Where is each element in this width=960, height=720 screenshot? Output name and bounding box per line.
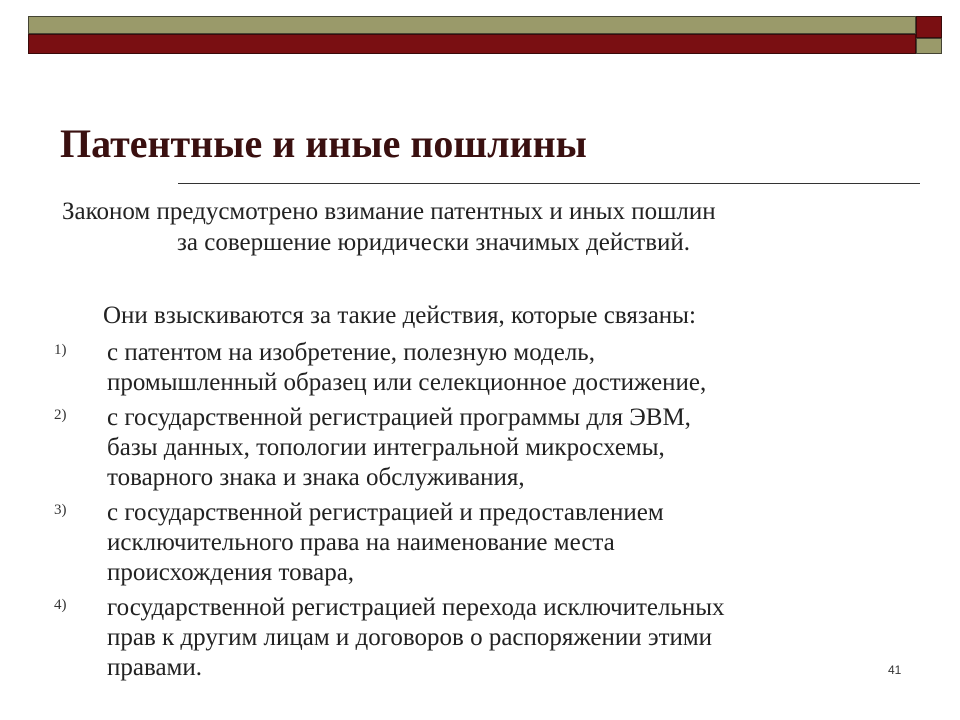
- list-item: [0, 593, 960, 683]
- list-item-line: с патентом на изобретение, полезную модель,: [107, 339, 595, 366]
- list-item-line: с государственной регистрацией и предоставлением: [107, 499, 664, 526]
- decor-square-olive: [916, 38, 942, 54]
- list-item-line: товарного знака и знака обслуживания,: [107, 464, 525, 491]
- list-item: [0, 403, 960, 493]
- list-item-line: правами.: [107, 654, 202, 681]
- list-item-line: исключительного права на наименование места: [107, 529, 615, 556]
- list-item-text: [107, 338, 917, 398]
- list-item-line: с государственной регистрацией программы для ЭВМ,: [107, 404, 691, 431]
- intro-paragraph: [62, 196, 922, 258]
- list-item-line: прав к другим лицам и договоров о распоряжении этими: [107, 624, 713, 651]
- list-item-text: [107, 403, 917, 493]
- list-item-text: [107, 593, 917, 683]
- decor-bar-olive: [28, 16, 916, 34]
- list-item-text: [107, 498, 917, 588]
- title-divider: [178, 183, 920, 184]
- list-item-line: базы данных, топологии интегральной микросхемы,: [107, 434, 665, 461]
- decor-bar-maroon: [28, 34, 916, 54]
- list-item-line: происхождения товара,: [107, 559, 355, 586]
- list-item: [0, 338, 960, 398]
- list-item-number: 4): [54, 597, 67, 613]
- list-item-line: государственной регистрацией перехода исключительных: [107, 594, 725, 621]
- list-item-number: 2): [54, 407, 67, 423]
- list-item-line: промышленный образец или селекционное достижение,: [107, 369, 707, 396]
- decor-square-maroon: [916, 16, 942, 38]
- list-item-number: 1): [54, 342, 67, 358]
- intro-line-2: за совершение юридически значимых действий.: [177, 229, 691, 256]
- page-number: 41: [888, 663, 902, 677]
- list-item: [0, 498, 960, 588]
- slide-title: Патентные и иные пошлины: [60, 121, 587, 166]
- lead-sentence: Они взыскиваются за такие действия, которые связаны:: [103, 302, 696, 329]
- list-item-number: 3): [54, 502, 67, 518]
- intro-line-1: Законом предусмотрено взимание патентных и иных пошлин: [62, 198, 716, 225]
- actions-list: [0, 338, 960, 688]
